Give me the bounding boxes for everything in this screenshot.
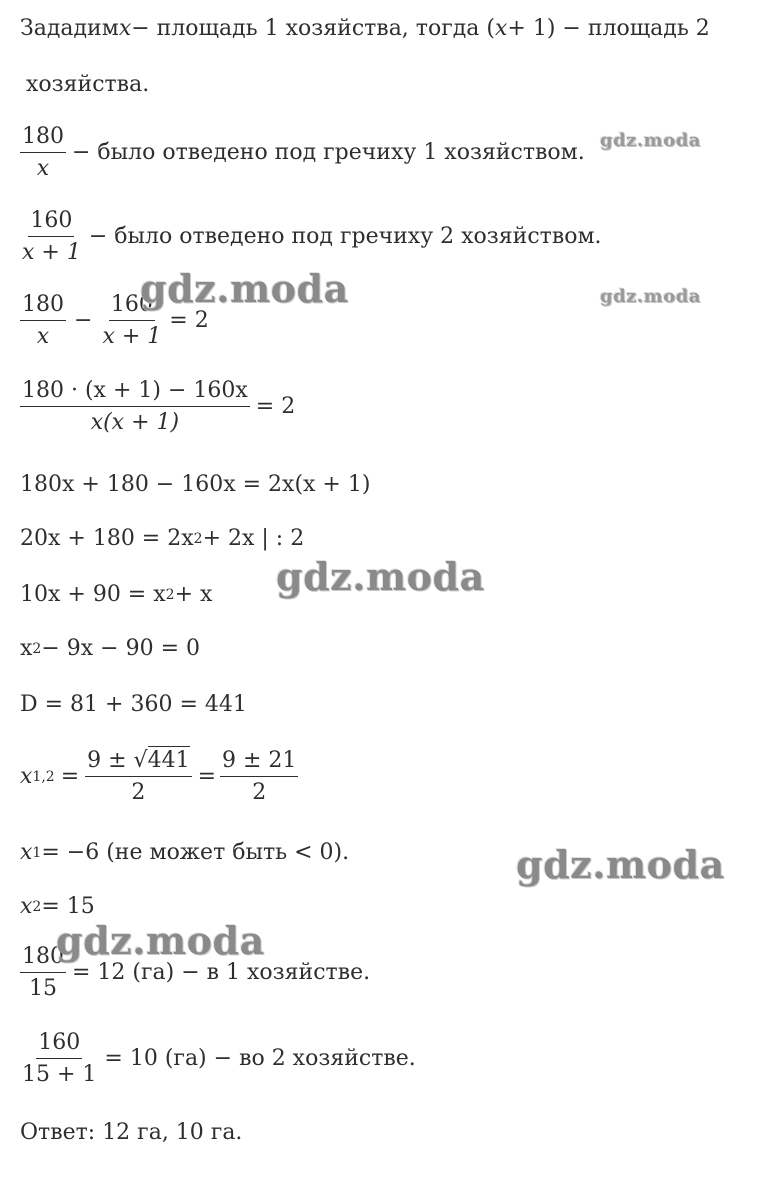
watermark: gdz.moda [276, 554, 485, 599]
denominator: x(x + 1) [90, 410, 180, 436]
equation-6 [20, 636, 200, 661]
watermark: gdz.moda [516, 842, 725, 887]
result-line-1 [20, 944, 370, 1002]
var-x: x [494, 16, 508, 41]
minus-sign: − [74, 308, 93, 334]
var-x: x [20, 764, 33, 790]
numerator: 180 [20, 944, 66, 973]
fraction-line-2 [20, 208, 602, 266]
equation-3: 180x + 180 − 160x = 2x(x + 1) [20, 472, 371, 497]
exponent: 2 [193, 530, 203, 547]
roots-formula [20, 748, 304, 806]
root-2 [20, 894, 95, 919]
eq-part: 20x + 180 = 2x [20, 526, 194, 551]
equation-1 [20, 292, 209, 350]
sqrt-icon: √ [133, 748, 148, 773]
numerator: 180 [20, 292, 66, 321]
radicand: 441 [147, 748, 190, 773]
fraction [220, 748, 298, 806]
answer: Ответ: 12 га, 10 га. [20, 1120, 243, 1145]
watermark: gdz.moda [140, 266, 349, 311]
fraction [100, 292, 163, 350]
watermark: gdz.moda [56, 918, 265, 963]
num-part: 9 ± [87, 748, 134, 773]
intro-line-1 [20, 16, 710, 41]
fraction [20, 1030, 98, 1088]
numerator: 160 [36, 1030, 82, 1059]
denominator: x + 1 [102, 324, 162, 350]
intro-text-c: + 1) − площадь 2 [507, 16, 710, 41]
root-text: = −6 (не может быть < 0). [41, 840, 350, 865]
denominator: 2 [252, 780, 267, 806]
fraction [85, 748, 191, 806]
fraction [20, 124, 66, 182]
result-text: = 12 (га) − в 1 хозяйстве. [72, 960, 371, 986]
equation-rhs: = 2 [169, 308, 209, 334]
eq-part: x [20, 636, 33, 661]
root-1 [20, 840, 349, 865]
numerator: 160 [28, 208, 74, 237]
var-x: x [118, 16, 132, 41]
fraction [20, 378, 250, 436]
eq-part: − 9x − 90 = 0 [41, 636, 201, 661]
numerator: 180 [20, 124, 66, 153]
denominator: 2 [131, 780, 146, 806]
denominator: x + 1 [22, 240, 81, 266]
intro-text-b: − площадь 1 хозяйства, тогда ( [131, 16, 495, 41]
result-line-2 [20, 1030, 416, 1088]
eq-part: + x [174, 582, 213, 607]
denominator: x [36, 156, 50, 182]
equation-4 [20, 526, 304, 551]
numerator: 160 [109, 292, 155, 321]
numerator: 9 ± 21 [220, 748, 298, 777]
eq-part: 10x + 90 = x [20, 582, 166, 607]
fraction [20, 944, 66, 1002]
fraction [20, 208, 83, 266]
denominator: 15 [29, 976, 57, 1002]
numerator [85, 748, 191, 777]
var-x: x [20, 894, 33, 919]
equation-2 [20, 378, 295, 436]
root-text: = 15 [41, 894, 95, 919]
var-x: x [20, 840, 33, 865]
intro-line-2: хозяйства. [26, 72, 150, 97]
exponent: 2 [165, 586, 175, 603]
denominator: 15 + 1 [22, 1062, 97, 1088]
equals-sign: = [197, 764, 217, 790]
equals-sign: = [60, 764, 80, 790]
watermark: gdz.moda [600, 130, 701, 151]
subscript: 2 [32, 898, 42, 915]
equation-5 [20, 582, 212, 607]
subscript: 1 [32, 844, 42, 861]
fraction-text: − было отведено под гречиху 1 хозяйством. [72, 140, 585, 166]
result-text: = 10 (га) − во 2 хозяйстве. [104, 1046, 416, 1072]
discriminant: D = 81 + 360 = 441 [20, 692, 247, 717]
intro-text-a: Зададим [20, 16, 119, 41]
subscript: 1,2 [32, 768, 55, 785]
fraction-text: − было отведено под гречиху 2 хозяйством. [88, 224, 602, 250]
exponent: 2 [32, 640, 42, 657]
denominator: x [36, 324, 50, 350]
equation-rhs: = 2 [255, 394, 296, 420]
numerator: 180 · (x + 1) − 160x [20, 378, 250, 407]
fraction [20, 292, 66, 350]
watermark: gdz.moda [600, 286, 701, 307]
fraction-line-1 [20, 124, 585, 182]
eq-part: + 2x | : 2 [202, 526, 305, 551]
